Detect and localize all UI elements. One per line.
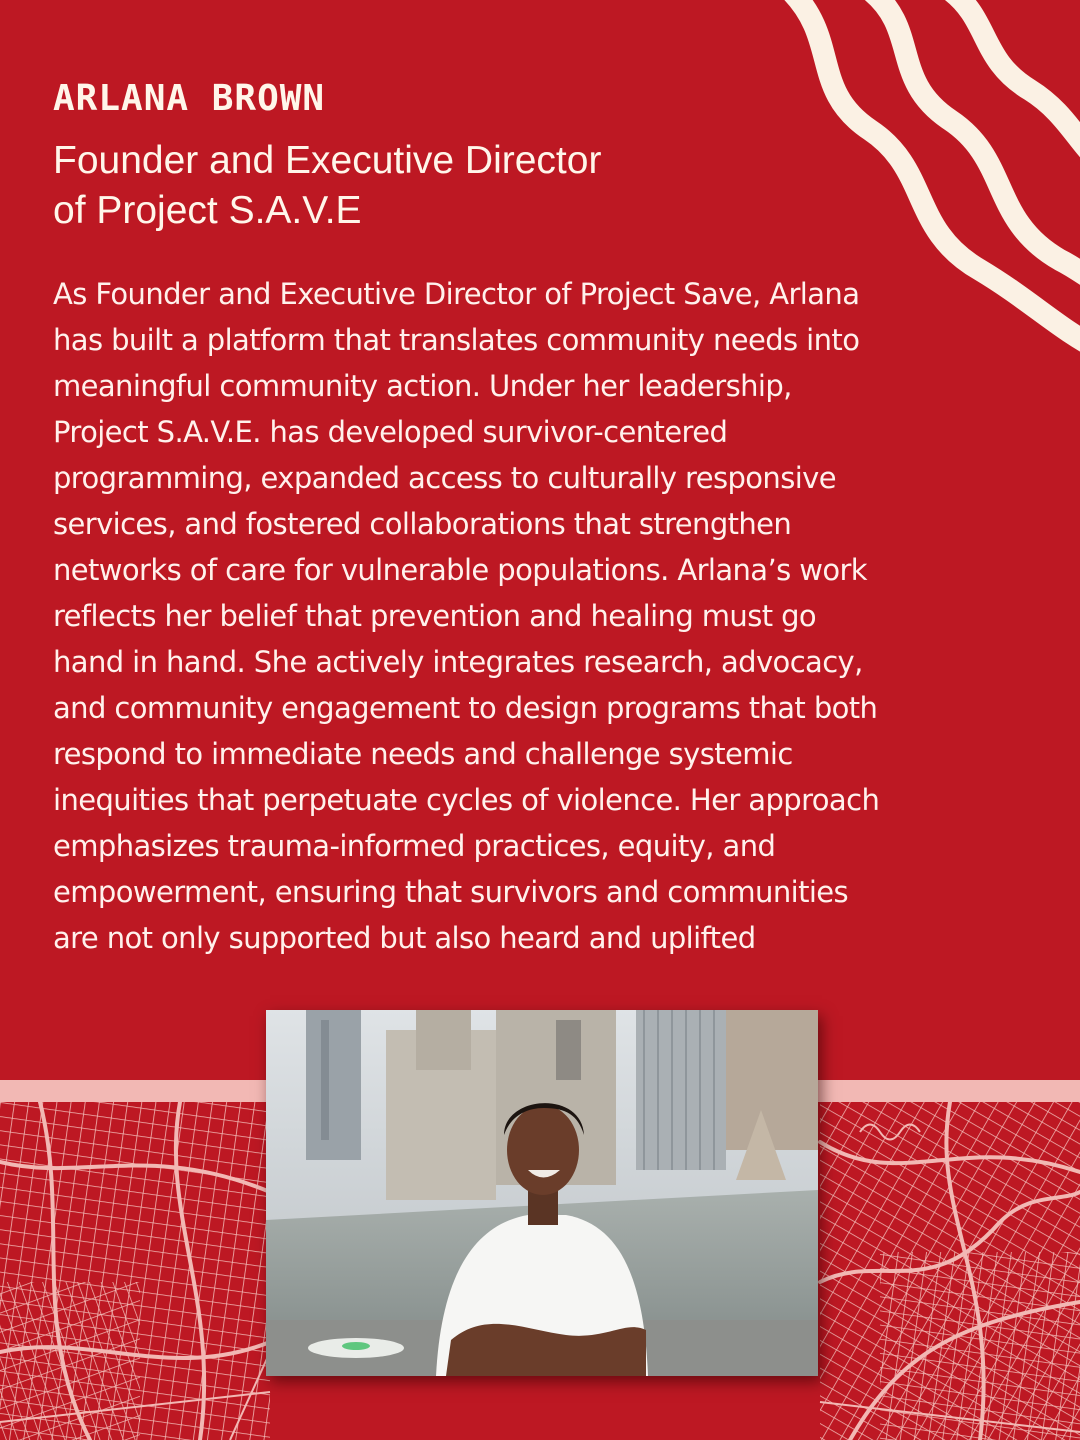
bio-line: As Founder and Executive Director of Project Save, Arlana — [53, 277, 860, 311]
bio-line: meaningful community action. Under her leadership, — [53, 369, 792, 403]
person-name: ARLANA BROWN — [53, 78, 326, 119]
bio-line: Project S.A.V.E. has developed survivor-centered — [53, 415, 728, 449]
title-line: Founder and Executive Director — [53, 139, 602, 182]
bio-line: services, and fostered collaborations that strengthen — [53, 507, 792, 541]
bio-line: respond to immediate needs and challenge systemic — [53, 737, 793, 771]
bio-line: emphasizes trauma-informed practices, equity, and — [53, 829, 776, 863]
person-title — [53, 136, 813, 236]
bio-line: networks of care for vulnerable populations. Arlana’s work — [53, 553, 867, 587]
bio-line: inequities that perpetuate cycles of violence. Her approach — [53, 783, 880, 817]
biography — [53, 271, 993, 961]
bio-line: are not only supported but also heard and uplifted — [53, 921, 756, 955]
bio-line: empowerment, ensuring that survivors and communities — [53, 875, 849, 909]
bio-line: reflects her belief that prevention and healing must go — [53, 599, 817, 633]
bio-line: has built a platform that translates community needs into — [53, 323, 860, 357]
portrait-photo — [266, 1010, 818, 1376]
bio-line: programming, expanded access to culturally responsive — [53, 461, 836, 495]
bio-line: hand in hand. She actively integrates research, advocacy, — [53, 645, 863, 679]
bio-line: and community engagement to design programs that both — [53, 691, 878, 725]
title-line: of Project S.A.V.E — [53, 189, 362, 232]
